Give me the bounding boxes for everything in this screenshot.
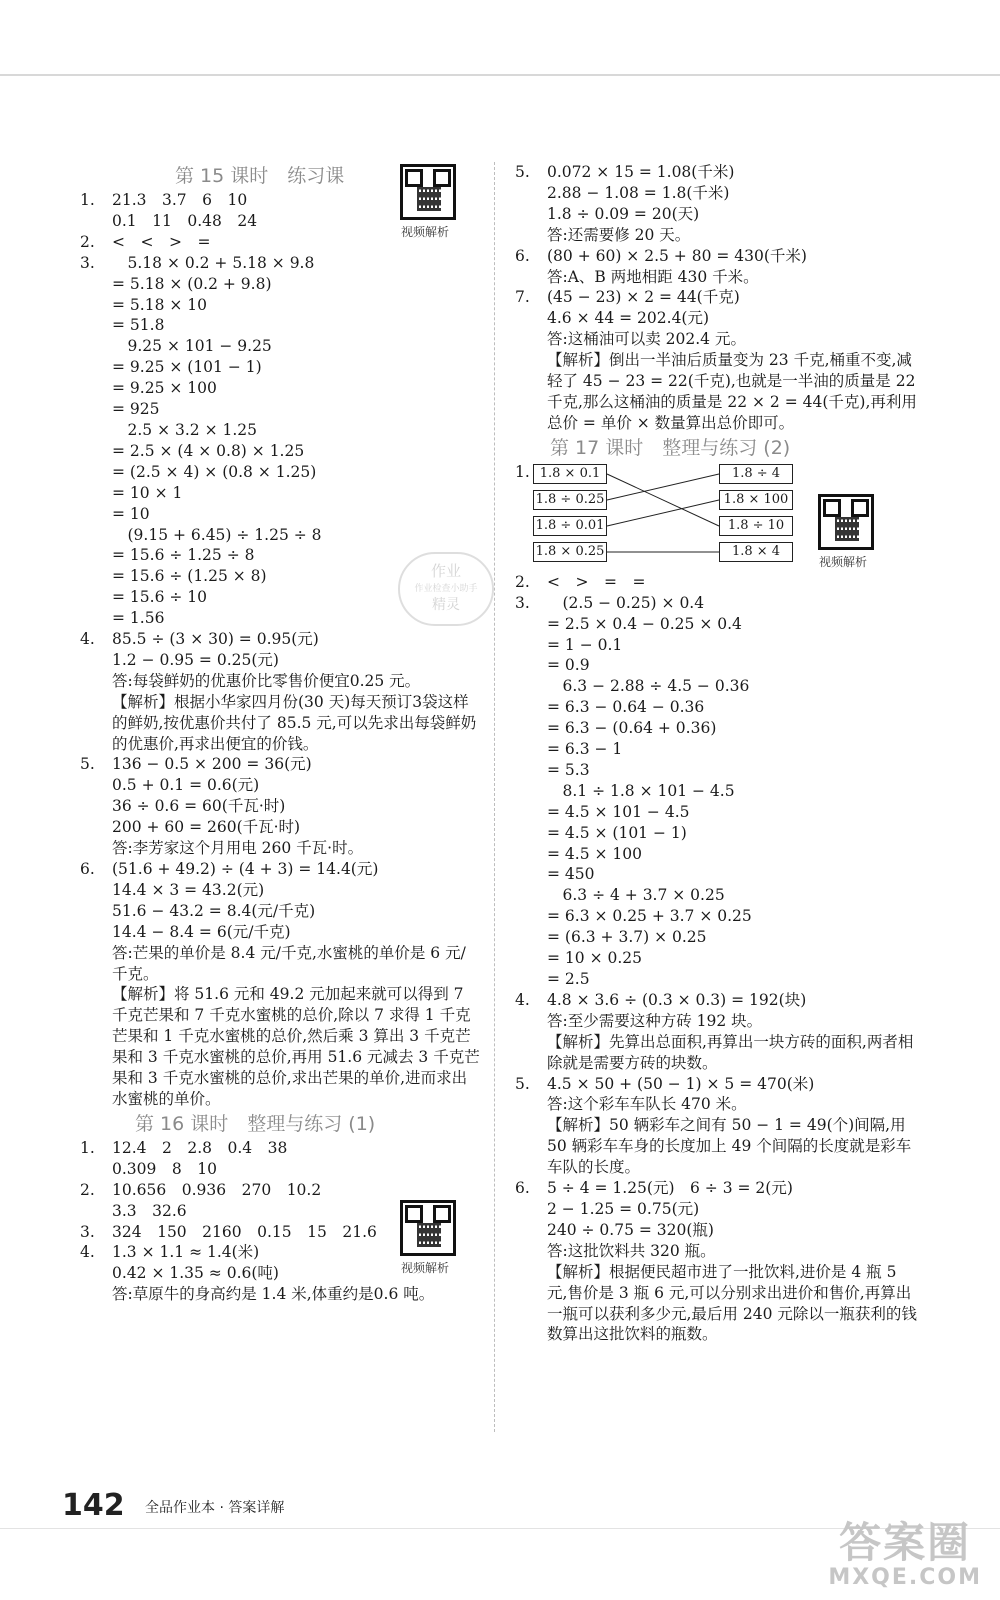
match-left-box: 1.8 ÷ 0.01 [533, 516, 607, 536]
lesson17-answer-3: 3. (2.5 − 0.25) × 0.4 = 2.5 × 0.4 − 0.25 × 0.4 = 1 − 0.1 = 0.9 6.3 − 2.88 ÷ 4.5 − 0.36 = 6.3 − 0.64 − 0.36 = 6.3 − (0.64 + 0.36) = 6.3 − 1 = 5.3 8.1 ÷ 1.8 × 101 − 4.5 = 4.5 × 101 − 4.5 = 4.5 × (101 − 1) = 4.5 × 100 = 450 6.3 ÷ 4 + 3.7 × 0.25 = 6.3 × 0.25 + 3.7 × 0.25 = (6.3 + 3.7) × 0.25 = 10 × 0.25 = 2.5 [515, 593, 752, 988]
answer-r7-analysis: 【解析】倒出一半油后质量变为 23 千克,桶重不变,减轻了 45 − 23 = 22(千克),也就是一半油的质量是 22 千克,那么这桶油的质量是 22 × 2 = 44(千克),再利用总价 = 单价 × 数量算出总价即可。 [547, 351, 917, 432]
match-right-box: 1.8 ÷ 4 [719, 464, 793, 484]
footer-title: 全品作业本 · 答案详解 [145, 1500, 285, 1516]
lesson16-answer-4: 4. 1.3 × 1.1 ≈ 1.4(米) 0.42 × 1.35 ≈ 0.6(吨) 答:草原牛的身高约是 1.4 米,体重约是0.6 吨。 [80, 1243, 435, 1304]
match-right-box: 1.8 ÷ 10 [719, 516, 793, 536]
match-right-box: 1.8 × 100 [719, 490, 793, 510]
left-column [80, 162, 480, 1305]
lesson17-answer-4: 4. 4.8 × 3.6 ÷ (0.3 × 0.3) = 192(块) 答:至少需要这种方砖 192 块。 【解析】先算出总面积,再算出一块方砖的面积,两者相除就是需要方砖的块数。 [515, 990, 914, 1072]
answer-3: 3. 5.18 × 0.2 + 5.18 × 9.8 = 5.18 × (0.2 + 9.8) = 5.18 × 10 = 51.8 9.25 × 101 − 9.25 = 9.25 × (101 − 1) = 9.25 × 100 = 925 2.5 × 3.2 × 1.25 = 2.5 × (4 × 0.8) × 1.25 = (2.5 × 4) × (0.8 × 1.25) = 10 × 1 = 10 (9.15 + 6.45) ÷ 1.25 ÷ 8 = 15.6 ÷ 1.25 ÷ 8 = 15.6 ÷ (1.25 × 8) = 15.6 ÷ 10 = 1.56 [80, 253, 322, 628]
answer-4: 4. 85.5 ÷ (3 × 30) = 0.95(元) 1.2 − 0.95 = 0.25(元) 答:每袋鲜奶的优惠价比零售价便宜0.25 元。 【解析】根据小华家四月份(30 天)每天预订3袋这样的鲜奶,按优惠价共付了 85.5 元,可以先求出每袋鲜奶的优惠价,再求出便宜的价钱。 [80, 629, 480, 754]
match-left-box: 1.8 ÷ 0.25 [533, 490, 607, 510]
answer-4-analysis: 【解析】根据小华家四月份(30 天)每天预订3袋这样的鲜奶,按优惠价共付了 85.5 元,可以先求出每袋鲜奶的优惠价,再求出便宜的价钱。 [112, 692, 477, 753]
answer-6: 6. (51.6 + 49.2) ÷ (4 + 3) = 14.4(元) 14.4 × 3 = 43.2(元) 51.6 − 43.2 = 8.4(元/千克) 14.4 − 8.4 = 6(元/千克) 答:芒果的单价是 8.4 元/千克,水蜜桃的单价是 6 元/千克。 【解析】将 51.6 元和 49.2 元加起来就可以得到 7 千克芒果和 7 千克水蜜桃的总价,除以 7 求得 1 千克芒果和 1 千克水蜜桃的总价,然后乘 3 算出 3 千克芒果和 3 千克水蜜桃的总价,再用 51.6 元减去 3 千克芒果和 3 千克水蜜桃的总价,求出芒果的单价,进而求出水蜜桃的单价。 [80, 860, 480, 1108]
matching-diagram [533, 464, 833, 570]
qr-caption: 视频解析 [400, 1261, 449, 1275]
matching-lines [533, 464, 833, 574]
lesson16-answer-2: 2. 10.656 0.936 270 10.2 [80, 1180, 322, 1199]
lesson-15-title: 第 15 课时 练习课 [175, 165, 345, 187]
page-number: 142 [62, 1488, 125, 1523]
lesson16-answer-2-cont: 3.3 32.6 [112, 1201, 187, 1220]
right-column [515, 162, 920, 1345]
top-rule [0, 74, 1000, 76]
match-left-box: 1.8 × 0.25 [533, 542, 607, 562]
qr-caption: 视频解析 [818, 555, 867, 569]
lesson17-answer-6: 6. 5 ÷ 4 = 1.25(元) 6 ÷ 3 = 2(元) 2 − 1.25 = 0.75(元) 240 ÷ 0.75 = 320(瓶) 答:这批饮料共 320 瓶。 【解析】根据便民超市进了一批饮料,进价是 4 瓶 5 元,售价是 3 瓶 6 元,可以分别求出进价和售价,再算出一瓶可以获利多少元,最后用 240 元除以一瓶获利的钱数算出这批饮料的瓶数。 [515, 1179, 917, 1344]
lesson16-answer-3: 3. 324 150 2160 0.15 15 21.6 [80, 1222, 377, 1241]
qr-code-icon[interactable] [818, 494, 874, 550]
lesson17-answer-2: 2. < > = = [515, 572, 646, 591]
match-left-box: 1.8 × 0.1 [533, 464, 607, 484]
answer-6-analysis: 【解析】将 51.6 元和 49.2 元加起来就可以得到 7 千克芒果和 7 千克水蜜桃的总价,除以 7 求得 1 千克芒果和 1 千克水蜜桃的总价,然后乘 3 算出 3 千克芒果和 3 千克水蜜桃的总价,再用 51.6 元减去 3 千克芒果和 3 千克水蜜桃的总价,求出芒果的单价,进而求出水蜜桃的单价。 [112, 985, 480, 1108]
lesson-16-title: 第 16 课时 整理与练习 (1) [135, 1112, 376, 1135]
lesson17-answer-1: 1. 1.8 × 0.1 1.8 ÷ 0.25 1.8 ÷ 0.01 1.8 × 0.25 1.8 ÷ 4 1.8 × 100 1.8 ÷ 10 1.8 × 4 [515, 462, 920, 572]
qr-caption: 视频解析 [400, 225, 449, 239]
answer-4-conclusion: 答:每袋鲜奶的优惠价比零售价便宜0.25 元。 [112, 671, 421, 690]
answer-2: 2. < < > = [80, 232, 211, 251]
lesson-17-title: 第 17 课时 整理与练习 (2) [550, 436, 791, 459]
lesson17-answer-5: 5. 4.5 × 50 + (50 − 1) × 5 = 470(米) 答:这个彩车车队长 470 米。 【解析】50 辆彩车之间有 50 − 1 = 49(个)间隔,用 50 辆彩车车身的长度加上 49 个间隔的长度就是彩车车队的长度。 [515, 1074, 912, 1177]
answer-r7: 7. (45 − 23) × 2 = 44(千克) 4.6 × 44 = 202.4(元) 答:这桶油可以卖 202.4 元。 【解析】倒出一半油后质量变为 23 千克,桶重不变,减轻了 45 − 23 = 22(千克),也就是一半油的质量是 22 千克,那么这桶油的质量是 22 × 2 = 44(千克),再利用总价 = 单价 × 数量算出总价即可。 [515, 287, 920, 433]
column-divider [494, 162, 495, 1432]
answer-r6: 6. (80 + 60) × 2.5 + 80 = 430(千米) 答:A、B 两地相距 430 千米。 [515, 246, 807, 286]
answer-r5: 5. 0.072 × 15 = 1.08(千米) 2.88 − 1.08 = 1.8(千米) 1.8 ÷ 0.09 = 20(天) 答:还需要修 20 天。 [515, 163, 735, 244]
answer-1-cont: 0.1 11 0.48 24 [112, 211, 258, 230]
lesson16-answer-1: 1. 12.4 2 2.8 0.4 38 [80, 1138, 288, 1157]
match-right-box: 1.8 × 4 [719, 542, 793, 562]
qr-code-icon[interactable] [400, 164, 456, 220]
qr-code-icon[interactable] [400, 1200, 456, 1256]
lesson16-answer-1-cont: 0.309 8 10 [112, 1159, 217, 1178]
watermark-stamp: 作业 作业检查小助手 精灵 [398, 552, 494, 626]
answer-5: 5. 136 − 0.5 × 200 = 36(元) 0.5 + 0.1 = 0.6(元) 36 ÷ 0.6 = 60(千瓦·时) 200 + 60 = 260(千瓦·时) 答:李芳家这个月用电 260 千瓦·时。 [80, 755, 364, 858]
site-logo: 答案圈 MXQE.COM [828, 1518, 982, 1590]
answer-1: 1. 21.3 3.7 6 10 [80, 191, 248, 209]
